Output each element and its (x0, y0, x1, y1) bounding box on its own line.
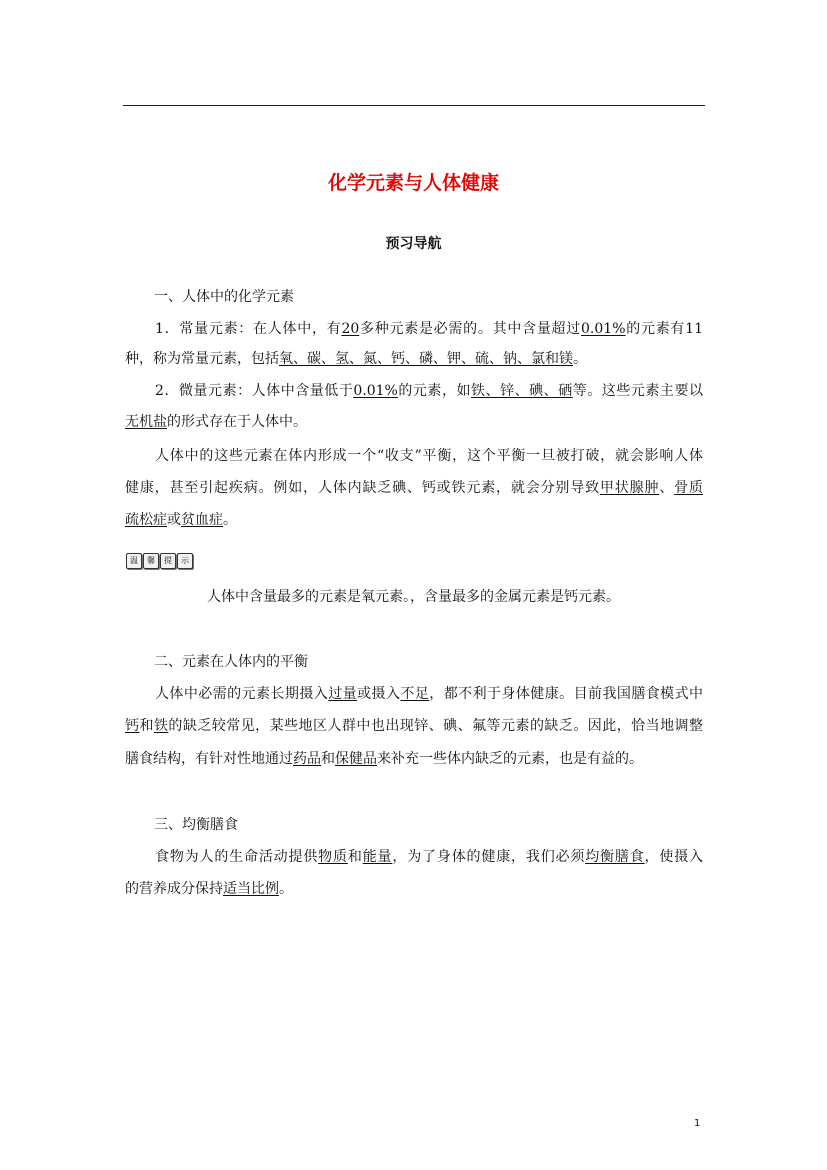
section3-heading: 三、均衡膳食 (154, 817, 238, 833)
s1-p3-line3 (125, 510, 237, 530)
underlined-answer: 甲状腺肿 (599, 480, 660, 496)
header-rule (123, 105, 705, 106)
text-run: 健康，甚至引起疾病。例如，人体内缺乏碘、钙或铁元素，就会分别导致 (125, 480, 600, 496)
text-run: 膳食结构，有针对性地通过 (125, 751, 293, 767)
text-run: 2．微量元素：人体中含量低于 (155, 383, 354, 399)
tip-badge-char: 示 (177, 553, 193, 569)
underlined-answer: 氧、碳、氢、氮、钙、磷、钾、硫、钠、氯和镁 (279, 351, 573, 367)
underlined-answer: 0.01% (581, 321, 626, 337)
underlined-answer: 保健品 (335, 751, 377, 767)
text-run: 等。这些元素主要以 (572, 383, 703, 399)
text-run: 1．常量元素：在人体中，有 (155, 321, 342, 337)
text-run: ，使摄入 (644, 849, 704, 865)
text-run: 人体中的这些元素在体内形成一个“收支”平衡，这个平衡一旦被打破，就会影响人体 (155, 448, 703, 464)
tip-badge-char: 温 (126, 553, 142, 569)
text-run: ，都不利于身体健康。目前我国膳食模式中 (429, 686, 704, 702)
text-run: 。 (279, 881, 293, 897)
underlined-answer: 铁 (153, 718, 169, 734)
text-run: 来补充一些体内缺乏的元素，也是有益的。 (377, 751, 643, 767)
underlined-answer: 0.01% (353, 383, 398, 399)
s3-p1-line1 (155, 847, 703, 867)
text-run: 种，称为常量元素，包括 (125, 351, 279, 367)
section-subtitle: 预习导航 (385, 236, 442, 252)
underlined-answer: 铁、锌、碘、硒 (471, 383, 573, 399)
underlined-answer: 适当比例 (223, 881, 279, 897)
text-run: 人体中必需的元素长期摄入 (155, 686, 329, 702)
underlined-answer: 均衡膳食 (585, 849, 645, 865)
text-run: 的元素有11 (625, 321, 703, 337)
underlined-answer: 物质 (318, 849, 348, 865)
text-run: 的营养成分保持 (125, 881, 223, 897)
underlined-answer: 钙 (125, 718, 140, 734)
text-run: 的元素，如 (397, 383, 472, 399)
underlined-answer: 不足 (400, 686, 430, 702)
s2-p1-line1 (155, 684, 703, 704)
tip-badge-char: 馨 (143, 553, 159, 569)
underlined-answer: 能量 (362, 849, 393, 865)
text-run: 的形式存在于人体中。 (167, 414, 307, 430)
s1-p3-line1 (155, 446, 703, 466)
text-run: ，为了身体的健康，我们必须 (392, 849, 586, 865)
text-run: 食物为人的生命活动提供 (155, 849, 319, 865)
s2-p1-line2 (125, 716, 703, 736)
text-run: 和 (347, 849, 363, 865)
text-run: 或摄入 (357, 686, 401, 702)
tip-badge (126, 553, 193, 569)
underlined-answer: 贫血症 (181, 512, 223, 528)
s1-p1-line2 (125, 349, 587, 369)
tip-text: 人体中含量最多的元素是氧元素。，含量最多的金属元素是钙元素。 (207, 589, 620, 605)
underlined-answer: 骨质 (674, 480, 704, 496)
text-run: 的缺乏较常见，某些地区人群中也出现锌、碘、氟等元素的缺乏。因此，恰当地调整 (168, 718, 704, 734)
s1-p1-line1 (155, 319, 703, 339)
text-run: 多种元素是必需的。其中含量超过 (359, 321, 582, 337)
s3-p1-line2 (125, 879, 293, 899)
s2-p1-line3 (125, 749, 643, 769)
underlined-answer: 过量 (328, 686, 358, 702)
s1-p3-line2 (125, 478, 703, 498)
text-run: 和 (139, 718, 154, 734)
section2-heading: 二、元素在人体内的平衡 (154, 654, 308, 670)
text-run: 。 (573, 351, 587, 367)
underlined-answer: 疏松症 (125, 512, 167, 528)
underlined-answer: 20 (341, 321, 360, 337)
underlined-answer: 药品 (293, 751, 321, 767)
tip-badge-char: 提 (160, 553, 176, 569)
page-number: 1 (694, 1118, 701, 1129)
text-run: 或 (167, 512, 181, 528)
text-run: 。 (223, 512, 237, 528)
s1-p2-line2 (125, 412, 307, 432)
section1-heading: 一、人体中的化学元素 (154, 289, 294, 305)
text-run: 和 (321, 751, 335, 767)
underlined-answer: 无机盐 (125, 414, 167, 430)
s1-p2-line1 (155, 381, 703, 401)
page-title: 化学元素与人体健康 (327, 172, 499, 194)
text-run: 、 (659, 480, 675, 496)
